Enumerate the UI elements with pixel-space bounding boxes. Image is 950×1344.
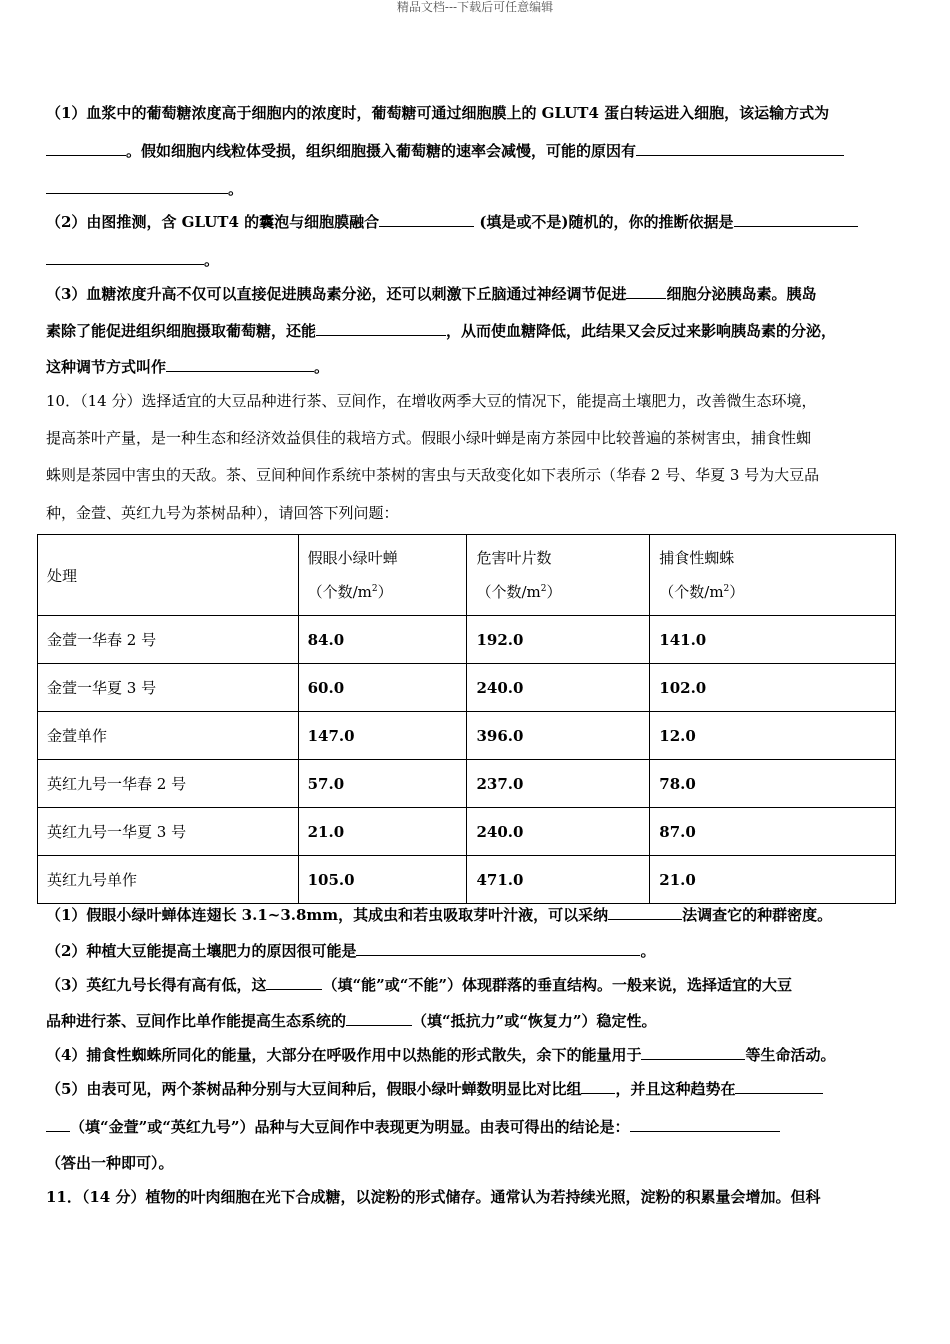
q9-part1-line2 bbox=[46, 140, 844, 161]
q9-part3-text3: 素除了能促进组织细胞摄取葡萄糖，还能 bbox=[46, 322, 317, 340]
q9-part1-line3 bbox=[46, 178, 243, 199]
q10-intro-line3: 蛛则是茶园中害虫的天敌。茶、豆间种间作系统中茶树的害虫与天敌变化如下表所示（华春 2 号、华夏 3 号为大豆品 bbox=[46, 466, 820, 484]
header-label: 捕食性蜘蛛 bbox=[659, 549, 735, 567]
cell-spiders: 12.0 bbox=[650, 712, 896, 760]
table-row bbox=[38, 616, 896, 664]
answer-blank[interactable] bbox=[734, 211, 858, 227]
q10-sub3-line1 bbox=[46, 974, 792, 995]
q9-part2-line1 bbox=[46, 211, 858, 232]
page-header: 精品文档---下载后可任意编辑 bbox=[396, 0, 554, 14]
q10-sub5-text: （5）由表可见，两个茶树品种分别与大豆间种后，假眼小绿叶蝉数明显比对比组 bbox=[46, 1080, 582, 1098]
cell-leafhopper: 84.0 bbox=[298, 616, 467, 664]
q10-sub5-text3: （填“金萱”或“英红九号”）品种与大豆间作中表现更为明显。由表可得出的结论是： bbox=[70, 1118, 630, 1136]
answer-blank[interactable] bbox=[346, 1010, 412, 1026]
answer-blank[interactable] bbox=[46, 178, 228, 194]
q10-sub1-text: （1）假眼小绿叶蝉体连翅长 3.1~3.8mm，其成虫和若虫吸取芽叶汁液，可以采纳 bbox=[46, 906, 609, 924]
table-header-row bbox=[38, 535, 896, 616]
answer-blank[interactable] bbox=[735, 1078, 823, 1094]
q10-sub3-text3: 品种进行茶、豆间作比单作能提高生态系统的 bbox=[46, 1012, 347, 1030]
cell-spiders: 21.0 bbox=[650, 856, 896, 904]
period: 。 bbox=[640, 942, 656, 960]
row-name: 金萱一华夏 3 号 bbox=[38, 664, 299, 712]
header-label: 假眼小绿叶蝉 bbox=[307, 549, 398, 567]
answer-blank[interactable] bbox=[266, 974, 322, 990]
q9-part3-line1 bbox=[46, 283, 816, 304]
q10-intro-line4: 种，金萱、英红九号为茶树品种），请回答下列问题： bbox=[46, 504, 399, 522]
answer-blank[interactable] bbox=[46, 140, 126, 156]
header-label: 处理 bbox=[47, 566, 78, 585]
q10-sub3-text4: （填“抵抗力”或“恢复力”）稳定性。 bbox=[412, 1012, 657, 1030]
row-name: 英红九号一华春 2 号 bbox=[38, 760, 299, 808]
q10-sub5-line1 bbox=[46, 1078, 823, 1099]
q10-sub5-line3 bbox=[46, 1153, 174, 1173]
header-cell-damaged-leaves bbox=[467, 535, 650, 616]
answer-blank[interactable] bbox=[641, 1044, 745, 1060]
table-row bbox=[38, 712, 896, 760]
cell-spiders: 87.0 bbox=[650, 808, 896, 856]
answer-blank[interactable] bbox=[316, 320, 446, 336]
cell-damaged: 471.0 bbox=[467, 856, 650, 904]
q10-sub4-text: （4）捕食性蜘蛛所同化的能量，大部分在呼吸作用中以热能的形式散失，余下的能量用于 bbox=[46, 1046, 642, 1064]
answer-blank[interactable] bbox=[356, 940, 640, 956]
q10-intro-line1: 10．（14 分）选择适宜的大豆品种进行茶、豆间作，在增收两季大豆的情况下，能提高土壤肥力，改善微生态环境， bbox=[46, 392, 817, 410]
answer-blank[interactable] bbox=[379, 211, 474, 227]
q10-sub5-text2: ，并且这种趋势在 bbox=[615, 1080, 736, 1098]
answer-blank[interactable] bbox=[636, 140, 844, 156]
q10-sub5-line2 bbox=[46, 1116, 780, 1137]
period: 。 bbox=[228, 180, 244, 198]
cell-leafhopper: 60.0 bbox=[298, 664, 467, 712]
table-row bbox=[38, 808, 896, 856]
row-name: 金萱一华春 2 号 bbox=[38, 616, 299, 664]
answer-blank[interactable] bbox=[608, 904, 682, 920]
cell-leafhopper: 105.0 bbox=[298, 856, 467, 904]
q9-part3-text5: 这种调节方式叫作 bbox=[46, 358, 167, 376]
header-unit: （个数$/m^2$） bbox=[476, 583, 562, 601]
q10-sub4 bbox=[46, 1044, 835, 1065]
answer-blank[interactable] bbox=[626, 283, 666, 299]
header-label: 危害叶片数 bbox=[476, 549, 552, 567]
q10-sub3-line2 bbox=[46, 1010, 657, 1031]
q9-part1-text: （1）血浆中的葡萄糖浓度高于细胞内的浓度时，葡萄糖可通过细胞膜上的 GLUT4 蛋白转运进入细胞，该运输方式为 bbox=[46, 104, 830, 122]
cell-damaged: 240.0 bbox=[467, 808, 650, 856]
answer-blank[interactable] bbox=[46, 249, 204, 265]
q9-part2-text2: (填是或不是)随机的，你的推断依据是 bbox=[474, 213, 734, 231]
q9-part2-text: （2）由图推测，含 GLUT4 的囊泡与细胞膜融合 bbox=[46, 213, 380, 231]
q11-line1: 11．（14 分）植物的叶肉细胞在光下合成糖，以淀粉的形式储存。通常认为若持续光照，淀粉的积累量会增加。但科 bbox=[46, 1188, 821, 1206]
q9-part3-text: （3）血糖浓度升高不仅可以直接促进胰岛素分泌，还可以刺激下丘脑通过神经调节促进 bbox=[46, 285, 627, 303]
q10-sub2 bbox=[46, 940, 655, 961]
cell-leafhopper: 147.0 bbox=[298, 712, 467, 760]
cell-damaged: 240.0 bbox=[467, 664, 650, 712]
row-name: 英红九号单作 bbox=[38, 856, 299, 904]
cell-damaged: 237.0 bbox=[467, 760, 650, 808]
period: 。 bbox=[204, 251, 220, 269]
q9-part1-text2: 。假如细胞内线粒体受损，组织细胞摄入葡萄糖的速率会减慢，可能的原因有 bbox=[126, 142, 637, 160]
cell-damaged: 396.0 bbox=[467, 712, 650, 760]
table-row bbox=[38, 664, 896, 712]
row-name: 金萱单作 bbox=[38, 712, 299, 760]
header-cell-leafhopper bbox=[298, 535, 467, 616]
cell-leafhopper: 21.0 bbox=[298, 808, 467, 856]
cell-leafhopper: 57.0 bbox=[298, 760, 467, 808]
q9-part2-line2 bbox=[46, 249, 219, 270]
answer-blank[interactable] bbox=[166, 356, 314, 372]
q9-part3-text2: 细胞分泌胰岛素。胰岛 bbox=[666, 285, 817, 303]
q10-sub2-text: （2）种植大豆能提高土壤肥力的原因很可能是 bbox=[46, 942, 357, 960]
header-unit: （个数$/m^2$） bbox=[659, 583, 745, 601]
q9-part1-line1 bbox=[46, 103, 829, 123]
q10-sub4-text2: 等生命活动。 bbox=[745, 1046, 836, 1064]
q9-part3-line3 bbox=[46, 356, 329, 377]
q9-part3-text4: ，从而使血糖降低，此结果又会反过来影响胰岛素的分泌， bbox=[446, 322, 837, 340]
cell-spiders: 78.0 bbox=[650, 760, 896, 808]
q10-sub5-text4: （答出一种即可）。 bbox=[46, 1154, 174, 1172]
cell-damaged: 192.0 bbox=[467, 616, 650, 664]
table-row bbox=[38, 760, 896, 808]
q10-sub3-text: （3）英红九号长得有高有低，这 bbox=[46, 976, 267, 994]
cell-spiders: 102.0 bbox=[650, 664, 896, 712]
q10-sub3-text2: （填“能”或“不能”）体现群落的垂直结构。一般来说，选择适宜的大豆 bbox=[322, 976, 792, 994]
q10-sub1 bbox=[46, 904, 832, 925]
q10-sub1-text2: 法调查它的种群密度。 bbox=[682, 906, 833, 924]
answer-blank[interactable] bbox=[630, 1116, 780, 1132]
table-row bbox=[38, 856, 896, 904]
q10-intro-line2: 提高茶叶产量，是一种生态和经济效益俱佳的栽培方式。假眼小绿叶蝉是南方茶园中比较普遍的茶树害虫，捕食性蜘 bbox=[46, 429, 812, 447]
cell-spiders: 141.0 bbox=[650, 616, 896, 664]
header-unit: （个数$/m^2$） bbox=[307, 583, 393, 601]
answer-blank[interactable] bbox=[581, 1078, 615, 1094]
header-cell-spiders bbox=[650, 535, 896, 616]
row-name: 英红九号一华夏 3 号 bbox=[38, 808, 299, 856]
answer-blank[interactable] bbox=[46, 1116, 70, 1132]
period: 。 bbox=[314, 358, 330, 376]
q9-part3-line2 bbox=[46, 320, 836, 341]
header-cell-treatment bbox=[38, 535, 299, 616]
data-table bbox=[37, 534, 896, 904]
